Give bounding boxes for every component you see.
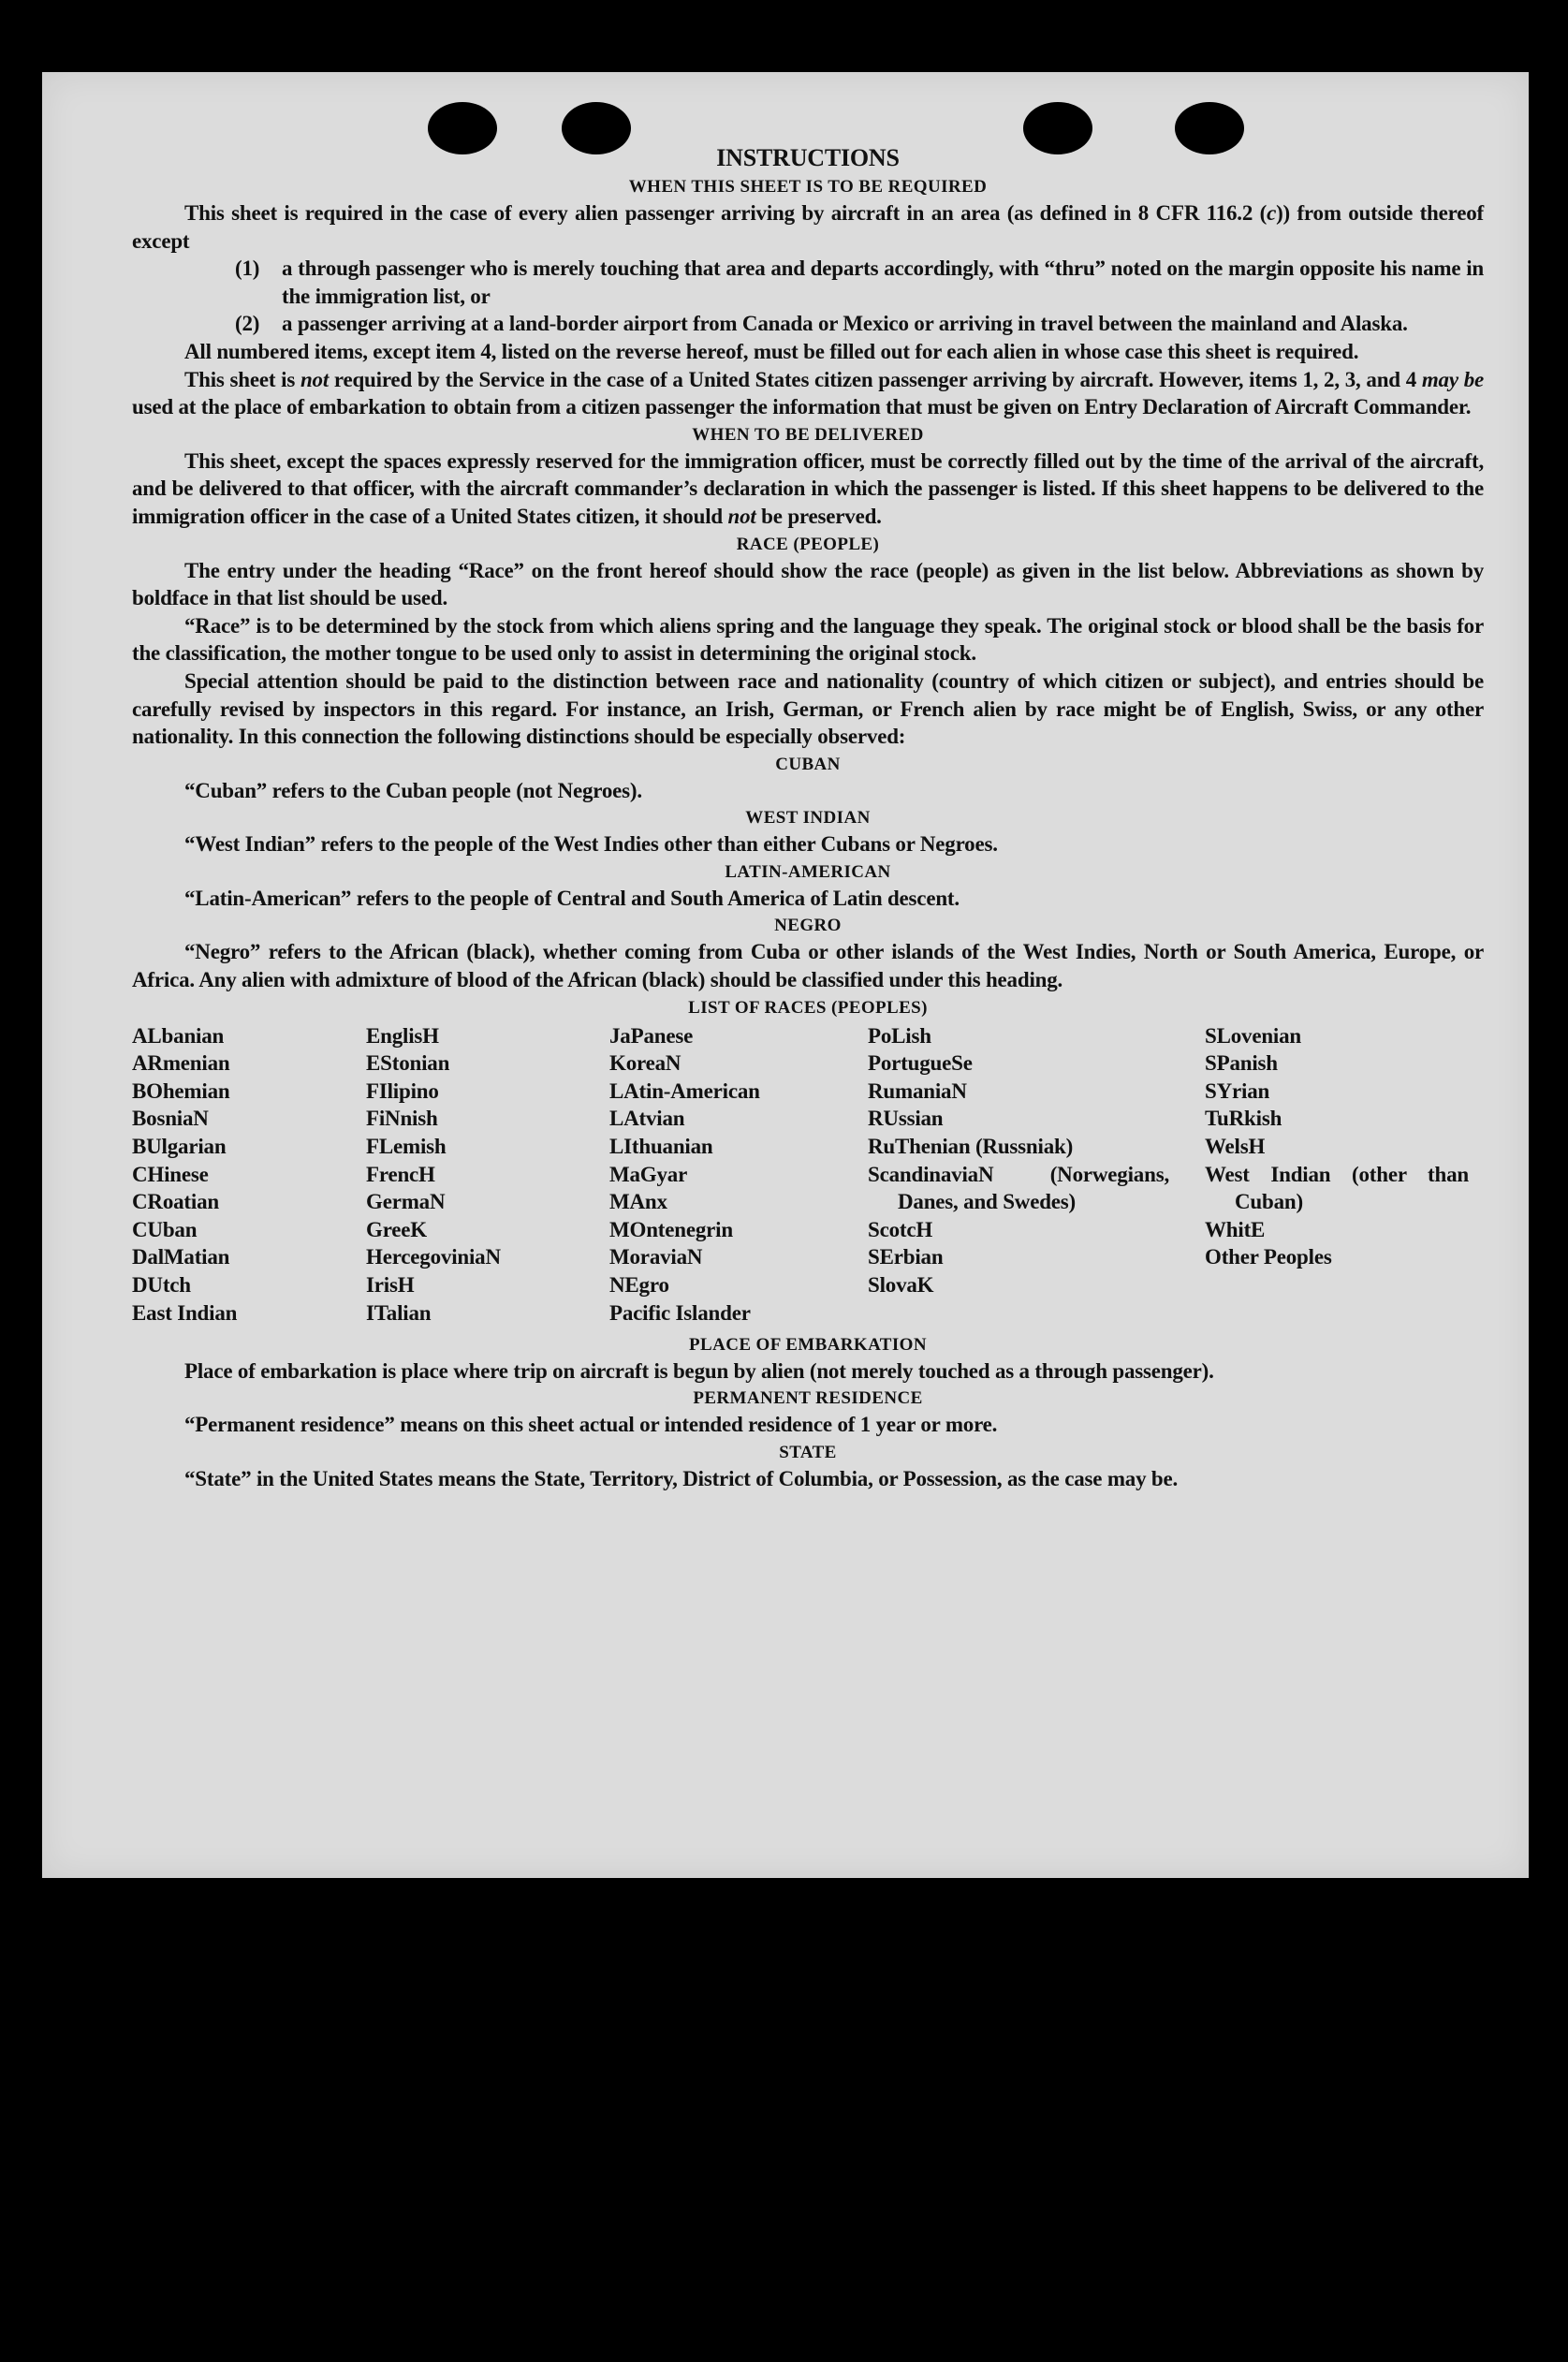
- text-segment: “Latin-American” refers to the people of Central and South America of Latin descent.: [184, 886, 960, 910]
- race-entry: IrisH: [366, 1273, 415, 1297]
- race-entry: DalMatian: [132, 1245, 230, 1269]
- paragraph: [132, 447, 1484, 531]
- page-title: INSTRUCTIONS: [716, 144, 900, 171]
- race-entry: PortugueSe: [868, 1051, 973, 1076]
- italic-text: not: [300, 367, 330, 391]
- text-segment: “Cuban” refers to the Cuban people (not Negroes).: [184, 778, 642, 802]
- paragraph: [132, 366, 1484, 421]
- race-entry: EnglisH: [366, 1023, 439, 1048]
- section-heading: WHEN THIS SHEET IS TO BE REQUIRED: [628, 177, 988, 197]
- race-entry: Pacific Islander: [609, 1300, 751, 1325]
- race-entry: SlovaK: [868, 1273, 934, 1297]
- sections-bottom: [132, 1333, 1484, 1493]
- race-entry: LAtin-American: [609, 1078, 760, 1103]
- text-segment: “State” in the United States means the State, Territory, District of Columbia, or Possession, as the case may be.: [184, 1466, 1179, 1490]
- item-number: (1): [235, 257, 260, 281]
- race-entry: LIthuanian: [609, 1135, 713, 1159]
- paragraph: [132, 668, 1484, 751]
- section-heading: PERMANENT RESIDENCE: [693, 1388, 923, 1409]
- race-entry: RumaniaN: [868, 1078, 967, 1103]
- race-entry: DUtch: [132, 1273, 191, 1297]
- italic-text: c: [1267, 201, 1277, 225]
- section-heading: NEGRO: [774, 916, 842, 936]
- instructions-content: [132, 143, 1484, 1492]
- section-heading: PLACE OF EMBARKATION: [689, 1334, 927, 1355]
- section-heading: WHEN TO BE DELIVERED: [692, 424, 924, 445]
- race-entry: Other Peoples: [1205, 1245, 1332, 1269]
- races-column: [609, 1022, 853, 1328]
- race-entry: PoLish: [868, 1023, 931, 1048]
- text-segment: required by the Service in the case of a United States citizen passenger arriving by aircraft. However, items 1, 2, 3, and 4: [329, 367, 1422, 391]
- section-heading: CUBAN: [775, 754, 841, 774]
- paragraph: [132, 338, 1484, 366]
- race-entry: JaPanese: [609, 1023, 694, 1048]
- text-segment: “West Indian” refers to the people of the West Indies other than either Cubans or Negroes.: [184, 832, 998, 857]
- list-item: [235, 255, 1484, 310]
- section-heading: RACE (PEOPLE): [736, 534, 880, 554]
- race-entry: ARmenian: [132, 1051, 230, 1076]
- race-entry: MOntenegrin: [609, 1217, 733, 1241]
- text-segment: used at the place of embarkation to obtain from a citizen passenger the information that must be given on Entry Declaration of Aircraft Commander.: [132, 395, 1472, 419]
- race-entry: RUssian: [868, 1107, 944, 1131]
- item-number: (2): [235, 312, 260, 336]
- race-entry: SPanish: [1205, 1051, 1278, 1076]
- paragraph: [132, 1465, 1484, 1493]
- race-entry: RuThenian (Russniak): [868, 1135, 1074, 1159]
- race-entry: CUban: [132, 1217, 198, 1241]
- race-entry: EStonian: [366, 1051, 450, 1076]
- race-entry: BUlgarian: [132, 1135, 227, 1159]
- race-entry: LAtvian: [609, 1107, 685, 1131]
- paragraph: [132, 830, 1484, 858]
- race-entry: SLovenian: [1205, 1023, 1302, 1048]
- race-entry: BOhemian: [132, 1078, 230, 1103]
- race-entry: GermaN: [366, 1190, 446, 1214]
- paragraph: [132, 885, 1484, 913]
- text-segment: )) from outside thereof except: [132, 201, 1484, 253]
- races-column: [132, 1022, 347, 1328]
- text-segment: This sheet, except the spaces expressly reserved for the immigration officer, must be correctly filled out by the time of the arrival of the aircraft, and be delivered to that officer, with the aircraft commander’s declaration in which the passenger is listed. If this sheet happens to be delivered to the immigration officer in the case of a United States citizen, it should: [132, 448, 1484, 528]
- paragraph: [132, 612, 1484, 668]
- race-entry: ScandinaviaN (Norwegians, Danes, and Swedes): [868, 1162, 1169, 1214]
- text-segment: All numbered items, except item 4, listed on the reverse hereof, must be filled out for each alien in whose case this sheet is required.: [184, 339, 1359, 363]
- section-heading: LATIN-AMERICAN: [725, 861, 891, 882]
- race-entry: MAnx: [609, 1190, 667, 1214]
- race-entry: FIlipino: [366, 1078, 439, 1103]
- race-entry: MaGyar: [609, 1162, 688, 1186]
- item-text: a passenger arriving at a land-border airport from Canada or Mexico or arriving in travel between the mainland and Alaska.: [282, 312, 1408, 336]
- paragraph: [132, 777, 1484, 805]
- section-heading: WEST INDIAN: [745, 808, 871, 829]
- item-text: a through passenger who is merely touching that area and departs accordingly, with “thru” noted on the margin opposite his name in the immigration list, or: [282, 257, 1484, 308]
- paragraph: [132, 1357, 1484, 1386]
- race-entry: FLemish: [366, 1135, 447, 1159]
- text-segment: be preserved.: [755, 504, 882, 528]
- race-entry: WhitE: [1205, 1217, 1266, 1241]
- section-heading-races-list: LIST OF RACES (PEOPLES): [688, 997, 928, 1018]
- race-entry: NEgro: [609, 1273, 669, 1297]
- race-entry: BosniaN: [132, 1107, 209, 1131]
- section-heading: STATE: [779, 1442, 837, 1462]
- paragraph: [132, 1411, 1484, 1439]
- race-entry: HercegoviniaN: [366, 1245, 501, 1269]
- race-entry: East Indian: [132, 1300, 238, 1325]
- race-entry: FiNnish: [366, 1107, 438, 1131]
- race-entry: WelsH: [1205, 1135, 1266, 1159]
- races-column: [1205, 1022, 1486, 1271]
- race-entry: CHinese: [132, 1162, 209, 1186]
- race-entry: KoreaN: [609, 1051, 681, 1076]
- text-segment: “Race” is to be determined by the stock from which aliens spring and the language they speak. The original stock or blood shall be the basis for the classification, the mother tongue to be used only to assist in determining the original stock.: [132, 613, 1484, 666]
- text-segment: Place of embarkation is place where trip on aircraft is begun by alien (not merely touched as a through passenger).: [184, 1358, 1214, 1383]
- races-list: [132, 1022, 1484, 1331]
- race-entry: ALbanian: [132, 1023, 225, 1048]
- race-entry: ITalian: [366, 1300, 432, 1325]
- list-item: [235, 310, 1484, 338]
- race-entry: FrencH: [366, 1162, 435, 1186]
- races-column: [868, 1022, 1169, 1299]
- text-segment: Special attention should be paid to the distinction between race and nationality (country of which citizen or subject), and entries should be carefully revised by inspectors in this regard. For instance, an Irish, German, or French alien by race might be of English, Swiss, or any other nationality. In this connection the following distinctions should be especially observed:: [132, 668, 1484, 749]
- race-entry: TuRkish: [1205, 1107, 1282, 1131]
- sections-top: [132, 175, 1484, 994]
- instruction-sheet: [42, 72, 1529, 1878]
- text-segment: “Permanent residence” means on this sheet actual or intended residence of 1 year or more.: [184, 1413, 998, 1437]
- paragraph: [132, 199, 1484, 255]
- race-entry: GreeK: [366, 1217, 427, 1241]
- race-entry: ScotcH: [868, 1217, 933, 1241]
- text-segment: This sheet is: [184, 367, 300, 391]
- italic-text: may be: [1421, 367, 1484, 391]
- races-column: [366, 1022, 591, 1328]
- race-entry: SErbian: [868, 1245, 944, 1269]
- text-segment: “Negro” refers to the African (black), whether coming from Cuba or other islands of the West Indies, North or South America, Europe, or Africa. Any alien with admixture of blood of the African (black) should be classified under this heading.: [132, 940, 1484, 992]
- race-entry: CRoatian: [132, 1190, 219, 1214]
- paragraph: [132, 557, 1484, 612]
- race-entry: MoraviaN: [609, 1245, 703, 1269]
- text-segment: The entry under the heading “Race” on the front hereof should show the race (people) as given in the list below. Abbreviations as shown by boldface in that list should be used.: [132, 558, 1484, 610]
- italic-text: not: [727, 504, 756, 528]
- race-entry: West Indian (other than Cuban): [1205, 1162, 1469, 1214]
- text-segment: This sheet is required in the case of every alien passenger arriving by aircraft in an area (as defined in 8 CFR 116.2 (: [184, 201, 1268, 225]
- paragraph: [132, 938, 1484, 993]
- race-entry: SYrian: [1205, 1078, 1270, 1103]
